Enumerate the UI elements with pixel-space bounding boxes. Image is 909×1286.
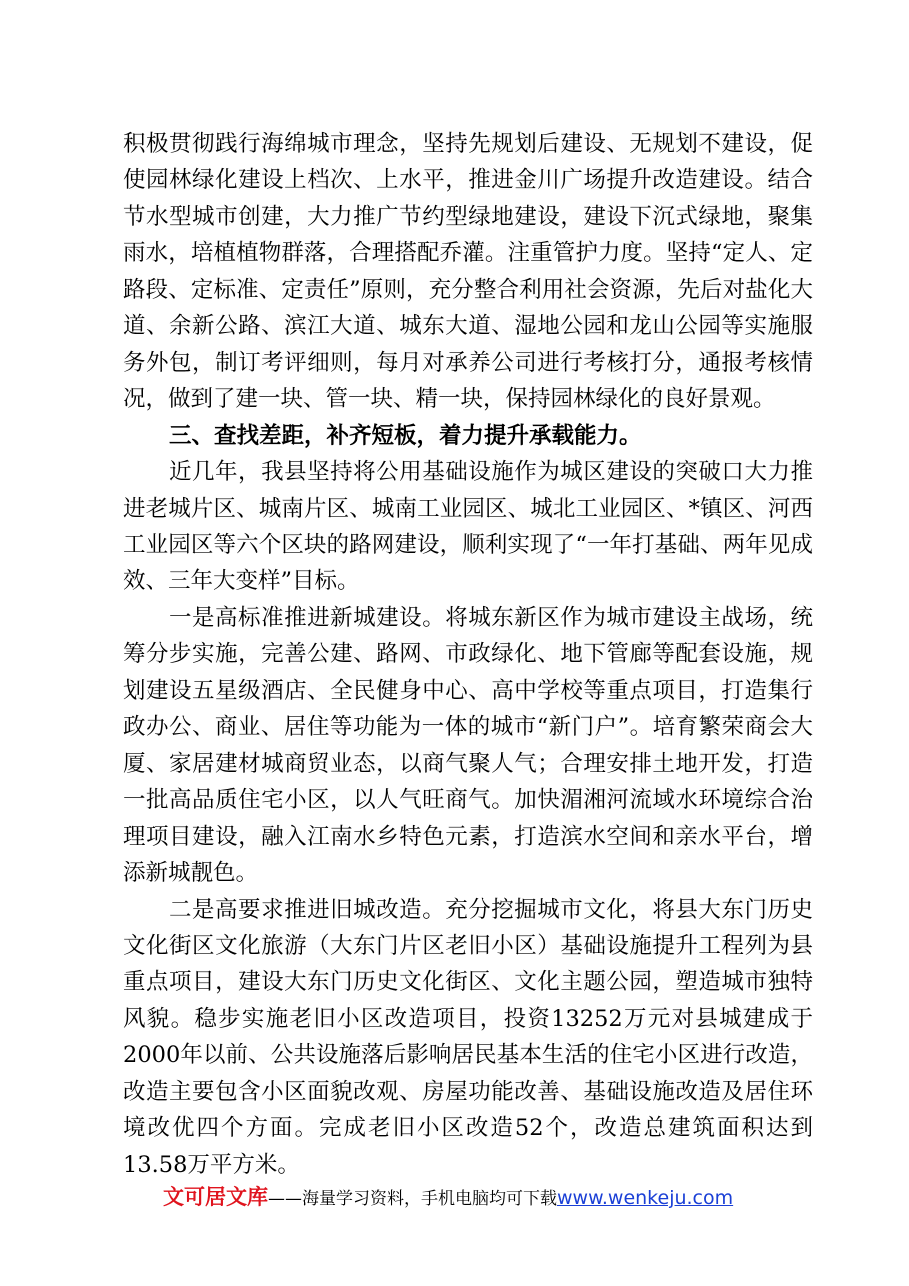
- paragraph-new-city: [123, 600, 813, 892]
- paragraph-infrastructure: [123, 454, 813, 600]
- paragraph-lead: 一是高标准推进新城建设。: [169, 604, 446, 631]
- paragraph-sponge-city: [123, 126, 813, 418]
- footer-tagline: ——海量学习资料，手机电脑均可下载: [268, 1189, 557, 1209]
- paragraph-old-city: [123, 892, 813, 1184]
- footer-banner: [163, 1182, 733, 1212]
- footer-brand: 文可居文库: [163, 1185, 268, 1209]
- paragraph-text: 近几年，我县坚持将公用基础设施作为城区建设的突破口大力推进老城片区、城南片区、城南工业园区、城北工业园区、*镇区、河西工业园区等六个区块的路网建设，顺利实现了“一年打基础、两年见成效、三年大变样”目标。: [123, 459, 813, 595]
- paragraph-lead: 二是高要求推进旧城改造。: [169, 896, 446, 923]
- document-body: [123, 126, 813, 1183]
- section-heading: [123, 418, 813, 454]
- footer-link[interactable]: www.wenkeju.com: [557, 1187, 734, 1209]
- paragraph-text: 将城东新区作为城市建设主战场，统筹分步实施，完善公建、路网、市政绿化、地下管廊等配套设施，规划建设五星级酒店、全民健身中心、高中学校等重点项目，打造集行政办公、商业、居住等功能为一体的城市“新门户”。培育繁荣商会大厦、家居建材城商贸业态，以商气聚人气；合理安排土地开发，打造一批高品质住宅小区，以人气旺商气。加快湄湘河流域水环境综合治理项目建设，融入江南水乡特色元素，打造滨水空间和亲水平台，增添新城靓色。: [123, 604, 813, 887]
- paragraph-text: 充分挖掘城市文化，将县大东门历史文化街区文化旅游（大东门片区老旧小区）基础设施提升工程列为县重点项目，建设大东门历史文化街区、文化主题公园，塑造城市独特风貌。稳步实施老旧小区改造项目，投资13252万元对县城建成于2000年以前、公共设施落后影响居民基本生活的住宅小区进行改造，改造主要包含小区面貌改观、房屋功能改善、基础设施改造及居住环境改优四个方面。完成老旧小区改造52个，改造总建筑面积达到13.58万平方米。: [123, 896, 813, 1178]
- paragraph-text: 积极贯彻践行海绵城市理念，坚持先规划后建设、无规划不建设，促使园林绿化建设上档次、上水平，推进金川广场提升改造建设。结合节水型城市创建，大力推广节约型绿地建设，建设下沉式绿地，聚集雨水，培植植物群落，合理搭配乔灌。注重管护力度。坚持“定人、定路段、定标准、定责任”原则，充分整合利用社会资源，先后对盐化大道、余新公路、滨江大道、城东大道、湿地公园和龙山公园等实施服务外包，制订考评细则，每月对承养公司进行考核打分，通报考核情况，做到了建一块、管一块、精一块，保持园林绿化的良好景观。: [123, 131, 813, 413]
- section-heading-text: 三、查找差距，补齐短板，着力提升承载能力。: [169, 422, 642, 449]
